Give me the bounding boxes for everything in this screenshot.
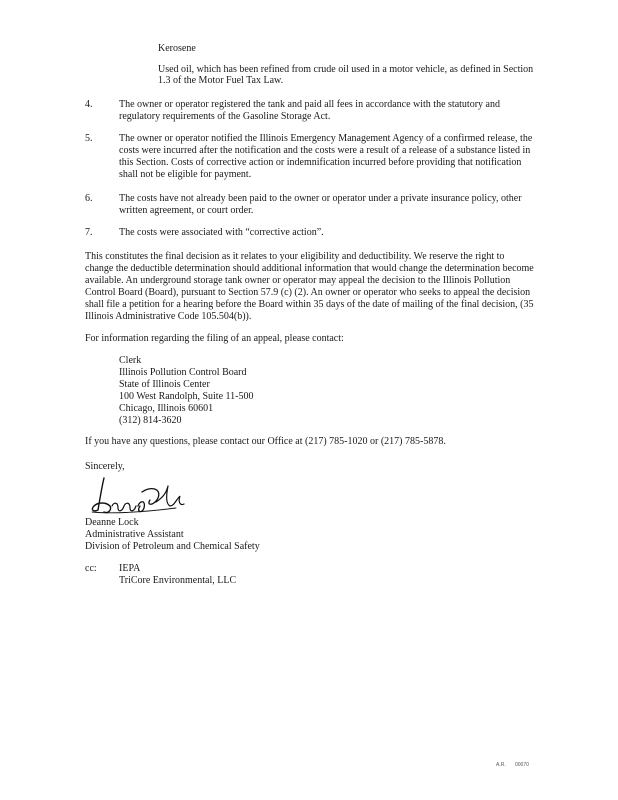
item-6-line: The costs have not already been paid to the owner or operator under a private insurance policy, other <box>119 193 522 204</box>
item-6-number: 6. <box>85 193 93 204</box>
footer-ar-label: A.R. <box>496 762 506 768</box>
cc-recipients <box>119 563 236 587</box>
appeal-info: For information regarding the filing of an appeal, please contact: <box>85 333 344 344</box>
sub-item-kerosene: Kerosene <box>158 43 196 54</box>
item-7-text: The costs were associated with “corrective action”. <box>119 227 324 238</box>
decision-paragraph <box>85 251 555 323</box>
item-6-text <box>119 193 549 217</box>
item-5-line: costs were incurred after the notification and the costs were a result of a release of a substance listed in <box>119 145 531 156</box>
address-line: State of Illinois Center <box>119 379 210 390</box>
address-line: (312) 814-3620 <box>119 415 182 426</box>
signer-division: Division of Petroleum and Chemical Safety <box>85 541 260 552</box>
address-block <box>119 355 253 427</box>
decision-line: shall file a petition for a hearing before the Board within 35 days of the date of mailing of the final decision, (35 <box>85 299 534 310</box>
signer-title: Administrative Assistant <box>85 529 184 540</box>
sub-item-used-oil-line2: 1.3 of the Motor Fuel Tax Law. <box>158 75 284 86</box>
item-4-line: The owner or operator registered the tank and paid all fees in accordance with the statutory and <box>119 99 500 110</box>
decision-line: Control Board (Board), pursuant to Section 57.9 (c) (2). An owner or operator who seeks to appeal the decision <box>85 287 531 298</box>
address-line: Clerk <box>119 355 142 366</box>
item-7-number: 7. <box>85 227 93 238</box>
item-4-line: regulatory requirements of the Gasoline Storage Act. <box>119 111 331 122</box>
decision-line: This constitutes the final decision as it relates to your eligibility and deductibility. We reserve the right to <box>85 251 505 262</box>
questions-contact: If you have any questions, please contact our Office at (217) 785-1020 or (217) 785-5878. <box>85 436 446 447</box>
item-5-line: shall not be eligible for payment. <box>119 169 252 180</box>
address-line: Illinois Pollution Control Board <box>119 367 247 378</box>
cc-recipient: IEPA <box>119 563 141 574</box>
footer-page-ref: 00070 <box>515 762 529 768</box>
decision-line: change the deductible determination should additional information that would change the determination become <box>85 263 534 274</box>
address-line: Chicago, Illinois 60601 <box>119 403 214 414</box>
signer-name: Deanne Lock <box>85 517 139 528</box>
item-4-number: 4. <box>85 99 93 110</box>
decision-line: Illinois Administrative Code 105.504(b)). <box>85 311 252 322</box>
cc-label: cc: <box>85 563 97 574</box>
address-line: 100 West Randolph, Suite 11-500 <box>119 391 254 402</box>
item-5-line: The owner or operator notified the Illinois Emergency Management Agency of a confirmed release, the <box>119 133 533 144</box>
handwritten-signature <box>84 472 194 520</box>
signature-icon <box>84 472 194 520</box>
item-5-text <box>119 133 549 181</box>
item-6-line: written agreement, or court order. <box>119 205 254 216</box>
item-5-line: this Section. Costs of corrective action or indemnification incurred before providing that notification <box>119 157 522 168</box>
cc-recipient: TriCore Environmental, LLC <box>119 575 237 586</box>
item-4-text <box>119 99 549 123</box>
decision-line: available. An underground storage tank owner or operator may appeal the decision to the Illinois Pollution <box>85 275 511 286</box>
signer-block <box>85 517 260 553</box>
closing: Sincerely, <box>85 461 125 472</box>
sub-item-used-oil-line1: Used oil, which has been refined from crude oil used in a motor vehicle, as defined in Section <box>158 64 534 75</box>
item-5-number: 5. <box>85 133 93 144</box>
